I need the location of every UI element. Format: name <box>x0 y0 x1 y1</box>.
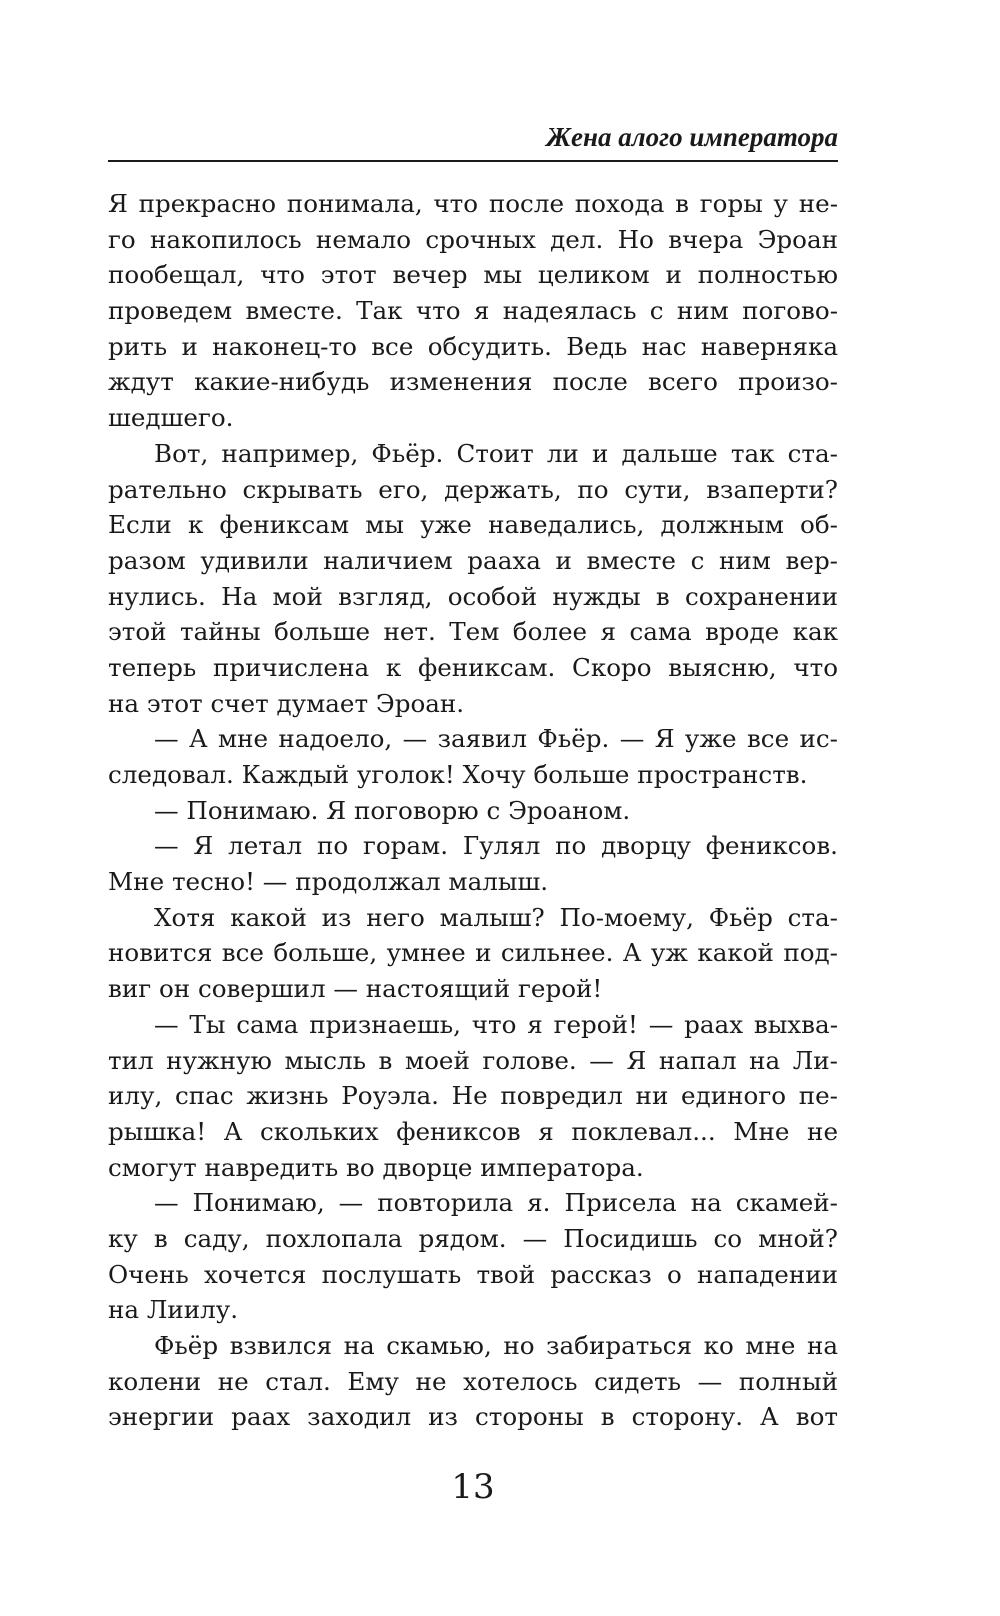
text-line: на этот счет думает Эроан. <box>108 688 465 718</box>
text-line: разом удивили наличием рааха и вместе с ним вер- <box>108 545 838 575</box>
text-line: следовал. Каждый уголок! Хочу больше пространств. <box>108 760 808 789</box>
paragraph <box>108 436 838 722</box>
running-head: Жена алого императора <box>546 122 838 152</box>
text-line: Мне тесно! — продолжал малыш. <box>108 867 549 897</box>
paragraph <box>108 1185 838 1328</box>
text-line: — Понимаю. Я поговорю с Эроаном. <box>154 795 631 825</box>
text-line: — Понимаю, — повторила я. Присела на скамей- <box>154 1188 838 1218</box>
paragraph <box>108 828 838 899</box>
text-line: рить и наконец-то все обсудить. Ведь нас наверняка <box>108 331 838 361</box>
text-line: смогут навредить во дворце императора. <box>108 1152 644 1182</box>
text-line: энергии раах заходил из стороны в сторону. А вот <box>108 1402 838 1432</box>
text-line: илу, спас жизнь Роуэла. Не повредил ни единого пе- <box>108 1081 838 1111</box>
paragraph <box>108 721 838 792</box>
text-line: Очень хочется послушать твой рассказ о нападении <box>108 1259 838 1289</box>
text-line: ку в саду, похлопала рядом. — Посидишь со мной? <box>108 1223 838 1253</box>
text-line: — Ты сама признаешь, что я герой! — раах выхва- <box>154 1009 838 1039</box>
text-line: пообещал, что этот вечер мы целиком и полностью <box>108 260 838 290</box>
paragraph <box>108 1328 838 1435</box>
body-text <box>108 186 838 1435</box>
text-line: нулись. На мой взгляд, особой нужды в сохранении <box>108 581 838 611</box>
text-line: шедшего. <box>108 403 234 433</box>
text-line: виг он совершил — настоящий герой! <box>108 974 603 1004</box>
text-line: проведем вместе. Так что я надеялась с ним погово- <box>108 296 838 326</box>
text-line: Хотя какой из него малыш? По-моему, Фьёр ста- <box>154 902 838 932</box>
text-line: — А мне надоело, — заявил Фьёр. — Я уже все ис- <box>154 724 838 754</box>
text-line: новится все больше, умнее и сильнее. А уж какой под- <box>108 938 838 968</box>
text-line: теперь причислена к фениксам. Скоро выясню, что <box>108 652 838 682</box>
text-line: колени не стал. Ему не хотелось сидеть — полный <box>108 1366 838 1396</box>
text-line: рательно скрывать его, держать, по сути, взаперти? <box>108 474 838 504</box>
text-line: — Я летал по горам. Гулял по дворцу фениксов. <box>154 831 838 861</box>
text-line: Я прекрасно понимала, что после похода в горы у не- <box>108 189 838 218</box>
text-line: Фьёр взвился на скамью, но забираться ко мне на <box>154 1331 838 1360</box>
text-line: этой тайны больше нет. Тем более я сама вроде как <box>108 617 838 647</box>
paragraph <box>108 793 838 829</box>
text-line: на Лиилу. <box>108 1295 239 1325</box>
paragraph <box>108 1007 838 1185</box>
paragraph <box>108 186 838 436</box>
page-number: 13 <box>451 1467 495 1507</box>
text-line: тил нужную мысль в моей голове. — Я напал на Ли- <box>108 1045 838 1075</box>
text-line: ждут какие-нибудь изменения после всего произо- <box>108 367 838 397</box>
text-line: го накопилось немало срочных дел. Но вчера Эроан <box>108 224 838 254</box>
header-rule <box>108 160 838 162</box>
text-line: Вот, например, Фьёр. Стоит ли и дальше так ста- <box>154 438 838 468</box>
text-line: Если к фениксам мы уже наведались, должным об- <box>108 510 838 540</box>
text-line: рышка! А скольких фениксов я поклевал... Мне не <box>108 1116 838 1146</box>
paragraph <box>108 900 838 1007</box>
